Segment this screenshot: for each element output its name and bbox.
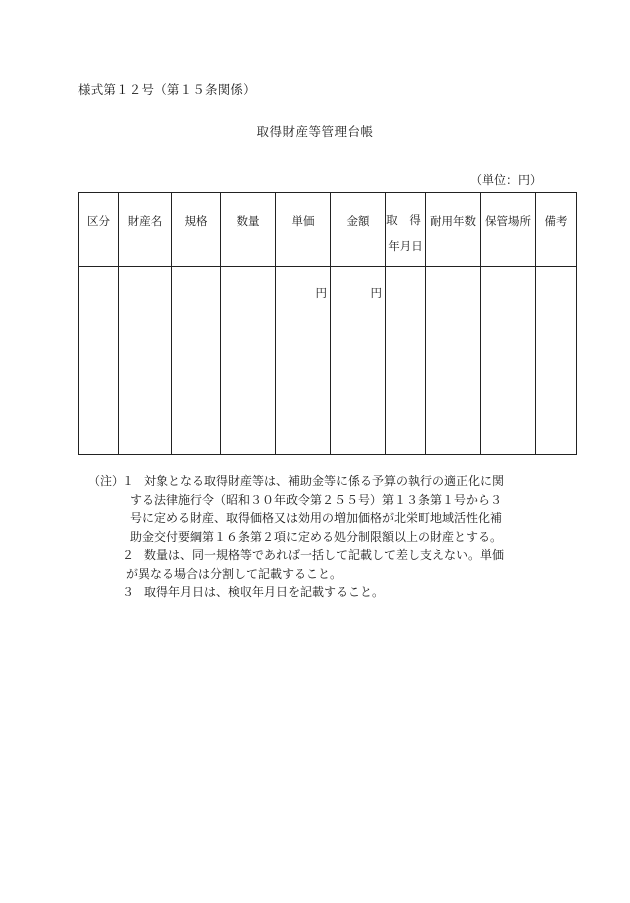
note-item xyxy=(88,546,568,565)
note-continuation xyxy=(88,491,568,510)
column-header-asset-name: 財産名 xyxy=(119,193,172,267)
column-header-acquired-date-line2: 年月日 xyxy=(388,239,423,253)
note-continuation xyxy=(88,509,568,528)
cell-unit-price: 円 xyxy=(276,267,331,455)
form-number: 様式第１２号（第１５条関係） xyxy=(78,82,256,97)
cell-remarks xyxy=(536,267,577,455)
note-item xyxy=(88,583,568,602)
column-header-amount: 金額 xyxy=(331,193,386,267)
cell-useful-life xyxy=(426,267,481,455)
column-header-unit-price: 単価 xyxy=(276,193,331,267)
column-header-storage: 保管場所 xyxy=(481,193,536,267)
note-line: 号に定める財産、取得価格又は効用の増加価格が北栄町地域活性化補 xyxy=(130,511,503,525)
notes-label: （注） xyxy=(88,474,125,488)
asset-ledger-table xyxy=(78,192,577,455)
table-row xyxy=(79,267,577,455)
note-line: する法律施行令（昭和３０年政令第２５５号）第１３条第１号から３ xyxy=(130,492,503,507)
note-number: ３ xyxy=(122,585,135,599)
column-header-useful-life: 耐用年数 xyxy=(426,193,481,267)
table-header-row xyxy=(79,193,577,267)
note-line: 数量は、同一規格等であれば一括して記載して差し支えない。単価 xyxy=(144,548,505,562)
note-item xyxy=(88,472,568,491)
cell-category xyxy=(79,267,119,455)
cell-acquired-date xyxy=(386,267,426,455)
column-header-acquired-date xyxy=(386,193,426,267)
column-header-category: 区分 xyxy=(79,193,119,267)
document-title: 取得財産等管理台帳 xyxy=(256,124,374,139)
cell-spec xyxy=(172,267,221,455)
note-number: １ xyxy=(122,474,135,488)
column-header-spec: 規格 xyxy=(172,193,221,267)
note-line: 助金交付要綱第１６条第２項に定める処分制限額以上の財産とする。 xyxy=(130,529,503,544)
column-header-quantity: 数量 xyxy=(221,193,276,267)
notes-section xyxy=(88,472,568,602)
cell-asset-name xyxy=(119,267,172,455)
cell-amount: 円 xyxy=(331,267,386,455)
note-line: が異なる場合は分割して記載すること。 xyxy=(126,566,343,581)
note-continuation xyxy=(88,528,568,547)
note-number: ２ xyxy=(122,548,135,562)
note-continuation xyxy=(88,565,568,584)
note-line: 取得年月日は、検収年月日を記載すること。 xyxy=(144,585,385,599)
note-line: 対象となる取得財産等は、補助金等に係る予算の執行の適正化に関 xyxy=(144,474,505,488)
column-header-acquired-date-line1: 取 得 xyxy=(386,213,425,227)
column-header-remarks: 備考 xyxy=(536,193,577,267)
cell-quantity xyxy=(221,267,276,455)
cell-storage xyxy=(481,267,536,455)
unit-label: （単位：円） xyxy=(470,173,543,187)
